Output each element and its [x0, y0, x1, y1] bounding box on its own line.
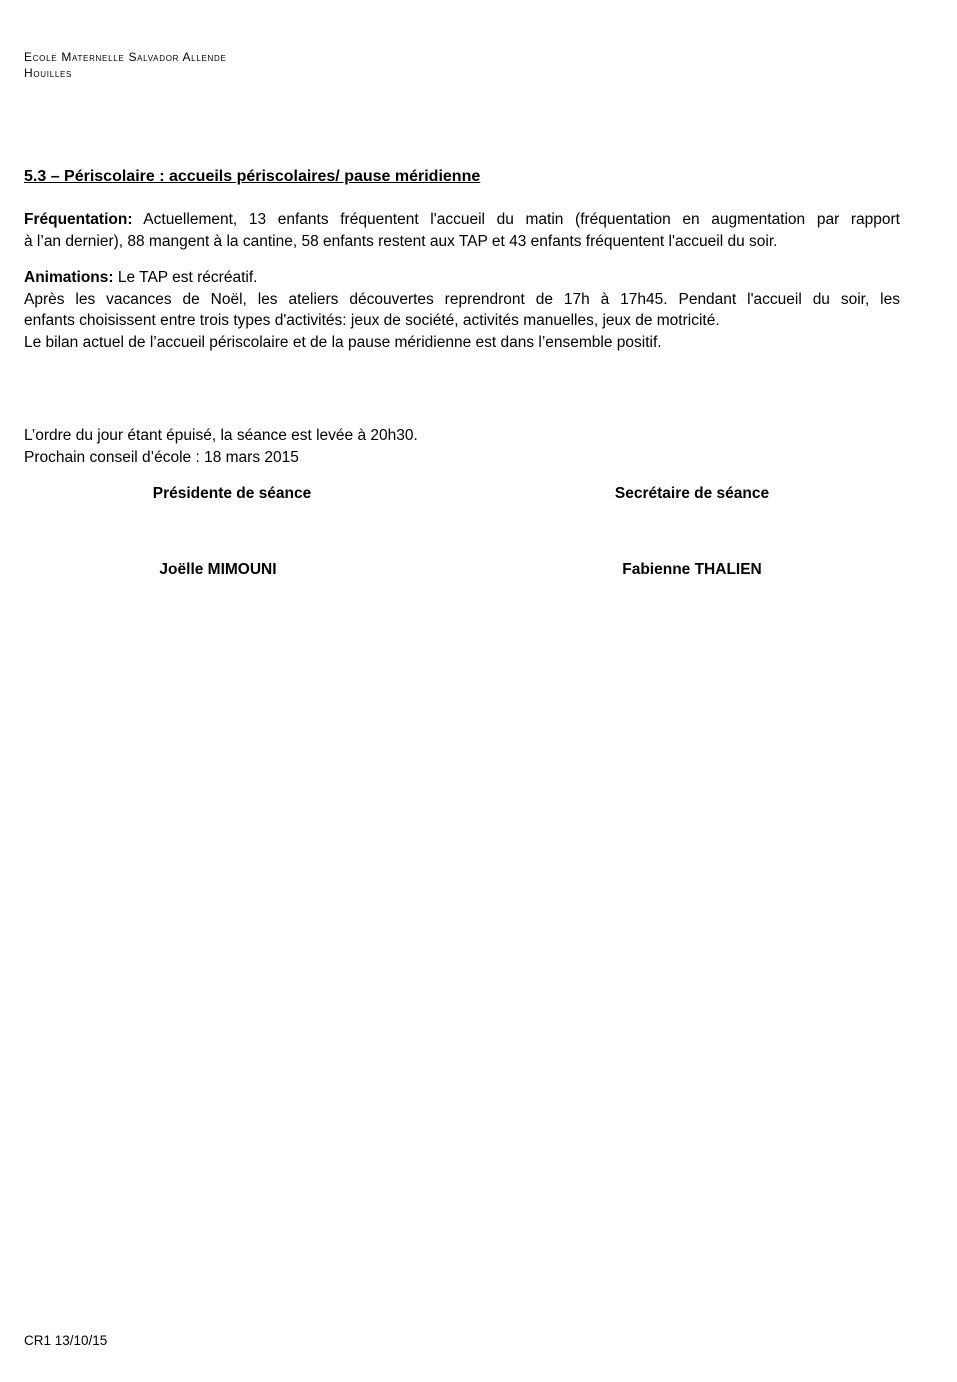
- animations-line-2: Après les vacances de Noël, les ateliers découvertes reprendront de 17h à 17h45. Pendant l'accueil du soir, les: [24, 290, 900, 308]
- signature-names-row: [24, 561, 900, 583]
- animations-line-4: Le bilan actuel de l’accueil périscolaire et de la pause méridienne est dans l’ensemble positif.: [24, 333, 662, 351]
- frequentation-label: Fréquentation:: [24, 211, 133, 228]
- school-city: Houilles: [24, 66, 73, 80]
- animations-line-1: [24, 267, 900, 289]
- document-content: [0, 0, 957, 583]
- president-role-label: Présidente de séance: [152, 485, 312, 502]
- frequentation-paragraph: [24, 209, 900, 252]
- animations-label: Animations:: [24, 269, 114, 286]
- footer-reference: CR1 13/10/15: [24, 1333, 108, 1348]
- closing-line-2: Prochain conseil d’école : 18 mars 2015: [24, 448, 299, 466]
- animations-paragraph: [24, 267, 900, 353]
- animations-line-1-text: Le TAP est récréatif.: [113, 269, 258, 286]
- secretary-role-label: Secrétaire de séance: [614, 485, 770, 502]
- president-name: Joëlle MIMOUNI: [159, 561, 277, 578]
- section-title: 5.3 – Périscolaire : accueils périscolaires/ pause méridienne: [24, 168, 481, 185]
- frequentation-line-1-text: Actuellement, 13 enfants fréquentent l'accueil du matin (fréquentation en augmentation par rapport: [132, 211, 900, 228]
- frequentation-line-1: [24, 209, 900, 231]
- school-name: Ecole Maternelle Salvador Allende: [24, 50, 227, 64]
- letterhead: [24, 0, 900, 81]
- signature-roles-row: [24, 485, 900, 507]
- animations-line-3: enfants choisissent entre trois types d'activités: jeux de société, activités manuelles, jeux de motricité.: [24, 312, 720, 329]
- frequentation-line-2: à l’an dernier), 88 mangent à la cantine, 58 enfants restent aux TAP et 43 enfants fréquentent l'accueil du soir.: [24, 232, 778, 250]
- closing-line-1: L’ordre du jour étant épuisé, la séance est levée à 20h30.: [24, 427, 418, 444]
- secretary-name: Fabienne THALIEN: [622, 561, 762, 578]
- closing-paragraph: [24, 425, 900, 468]
